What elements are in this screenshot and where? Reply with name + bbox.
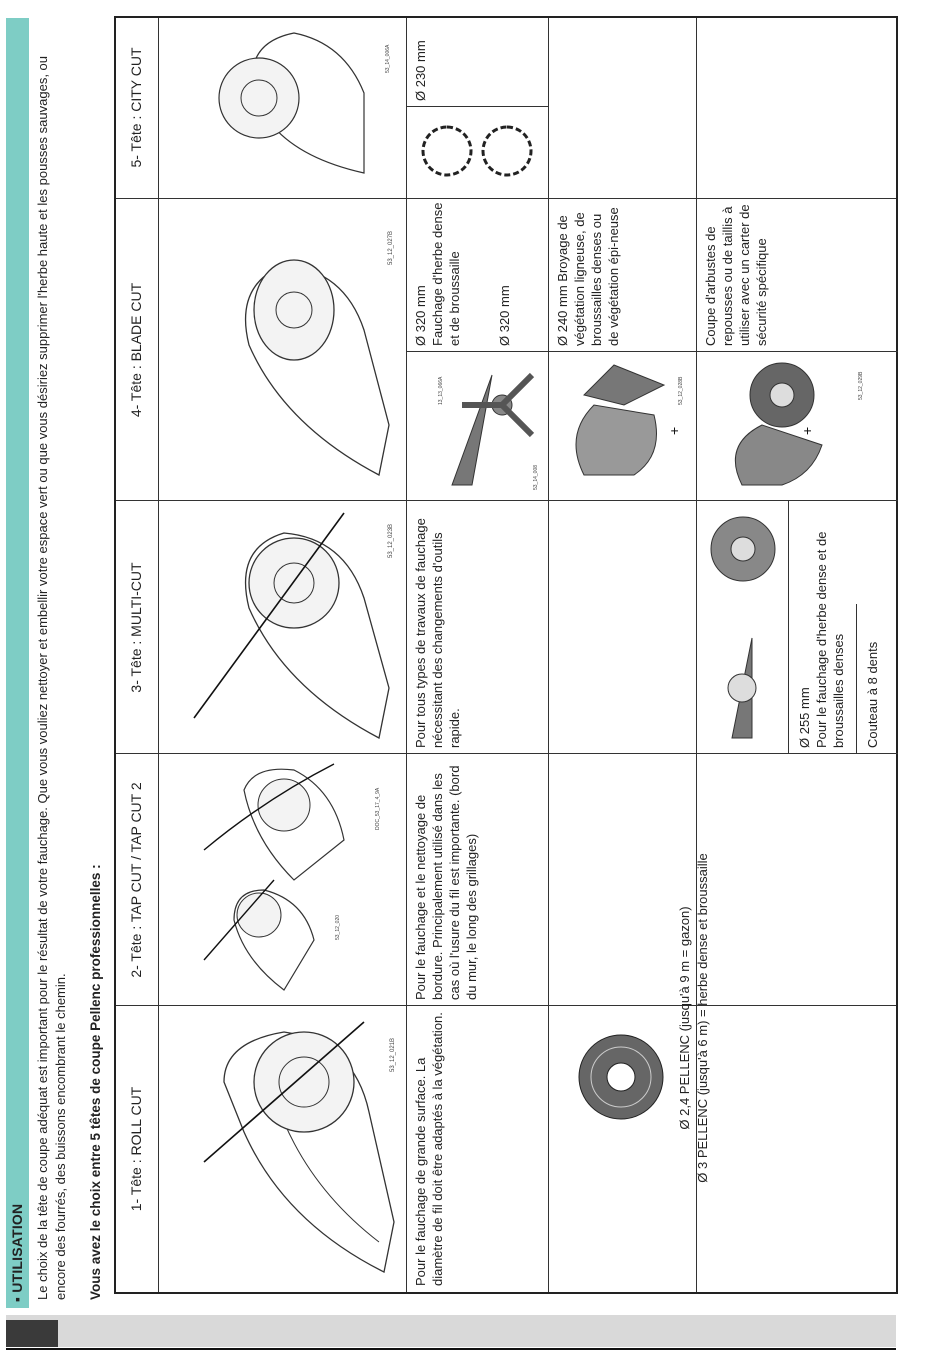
blade-320-dia: Ø 320 mm [413, 285, 428, 346]
blade-cut-illustration [164, 205, 402, 495]
cutting-heads-table [114, 16, 898, 1294]
ref-roll-cut: 53_12_021B [390, 1037, 396, 1072]
blade-shrub-desc: Coupe d'arbustes de repousses ou de taillis à utiliser avec un carter de sécurité spécifique [703, 204, 769, 346]
city-cut-split-top [406, 198, 548, 199]
city-cut-stars [412, 109, 544, 193]
plus-sign-240: + [666, 426, 682, 435]
blade-320-dia-b: Ø 320 mm [497, 285, 512, 346]
ref-city-cut: 53_14_006A [385, 44, 391, 73]
footer-band [6, 1315, 896, 1347]
multi-cut-illustration [164, 506, 402, 748]
multi-sub-a [696, 753, 898, 754]
roll-cut-description: Pour le fauchage de grande surface. La diamètre de fil doit être adaptés à la végétation. [413, 1012, 445, 1286]
line-spool-24: Ø 2,4 PELLENC (jusqu'à 9 m = gazon) [677, 906, 692, 1130]
tap-cut-illustration [164, 760, 402, 1000]
multi-255-desc: Pour le fauchage d'herbe dense et de broussailles denses [814, 531, 846, 748]
footer-rule [6, 1348, 896, 1350]
ref-blade-cut: 53_12_027B [388, 230, 394, 265]
multi-cut-8-teeth [702, 506, 784, 592]
header-blade-cut: 4- Tête : BLADE CUT [128, 282, 144, 418]
city-cut-dia: Ø 230 mm [413, 40, 428, 101]
multi-sub-c [856, 604, 857, 754]
ref-tap-cut-a: 53_12_020 [335, 914, 341, 940]
blade-cut-split [406, 351, 898, 352]
header-row-line [158, 18, 159, 1292]
blade-320-desc: Fauchage d'herbe dense et de broussaille [430, 202, 462, 346]
section-title: ▪ UTILISATION [9, 1203, 25, 1302]
ref-multi-cut: 53_12_023B [388, 523, 394, 558]
col-divider-1 [116, 1005, 896, 1006]
ref-tap-cut-b: DOC_53_17_4_9A [375, 787, 381, 830]
line-spool-image [566, 1022, 676, 1132]
rotated-page [6, 18, 896, 1308]
blade-cut-shrub [702, 355, 894, 495]
subtitle: Vous avez le choix entre 5 têtes de coupe Pellenc professionnelles : [88, 864, 103, 1300]
image-row-line [406, 18, 407, 1292]
multi-255-dia: Ø 255 mm [797, 687, 812, 748]
header-tap-cut: 2- Tête : TAP CUT / TAP CUT 2 [128, 782, 144, 978]
line-spool-3: Ø 3 PELLENC (jusqu'à 6 m) = herbe dense et broussaille [695, 853, 710, 1183]
ref-blade-240: 53_12_028B [678, 376, 684, 405]
blade-cut-blades-320 [412, 355, 544, 495]
city-cut-illustration [164, 18, 402, 193]
desc-row-line [548, 18, 549, 1292]
header-multi-cut: 3- Tête : MULTI-CUT [128, 562, 144, 693]
plus-sign-shrub: + [799, 426, 815, 435]
intro-paragraph: Le choix de la tête de coupe adéquat est important pour le résultat de votre fauchage. Que vous vouliez nettoyer et embellir votre espace vert ou que vous désiriez supprimer l'herbe haute et les pousses sauvages, ou encore des fourrés, des buissons encombrant le chemin. [35, 55, 68, 1300]
ref-blade-320a: 53_14_008 [533, 464, 539, 490]
ref-blade-shrub: 53_12_029B [858, 371, 864, 400]
blade-cut-shredder-240 [554, 355, 692, 495]
tap-cut-description: Pour le fauchage et le nettoyage de bordure. Principalement utilisé dans les cas où l'usure du fil est importante. (bord du mur, le long des grillages) [413, 765, 479, 1000]
multi-sub-d [696, 500, 898, 501]
multi-8-teeth: Couteau à 8 dents [865, 641, 880, 748]
blade-240-desc: Ø 240 mm Broyage de végétation ligneuse, de broussailles denses ou de végétation épi-neuse [555, 207, 621, 346]
multi-sub-b [788, 501, 789, 754]
header-roll-cut: 1- Tête : ROLL CUT [128, 1086, 144, 1212]
roll-cut-illustration [164, 1012, 402, 1282]
city-cut-split [406, 106, 548, 107]
multi-cut-blade-255 [702, 628, 784, 748]
header-city-cut: 5- Tête : CITY CUT [128, 47, 144, 168]
footer-page-marker [6, 1320, 58, 1347]
multi-cut-description: Pour tous types de travaux de fauchage nécessitant des changements d'outils rapide. [413, 518, 462, 748]
section-title-text: UTILISATION [9, 1203, 25, 1293]
ref-blade-320b: 13_13_066A [438, 376, 444, 405]
